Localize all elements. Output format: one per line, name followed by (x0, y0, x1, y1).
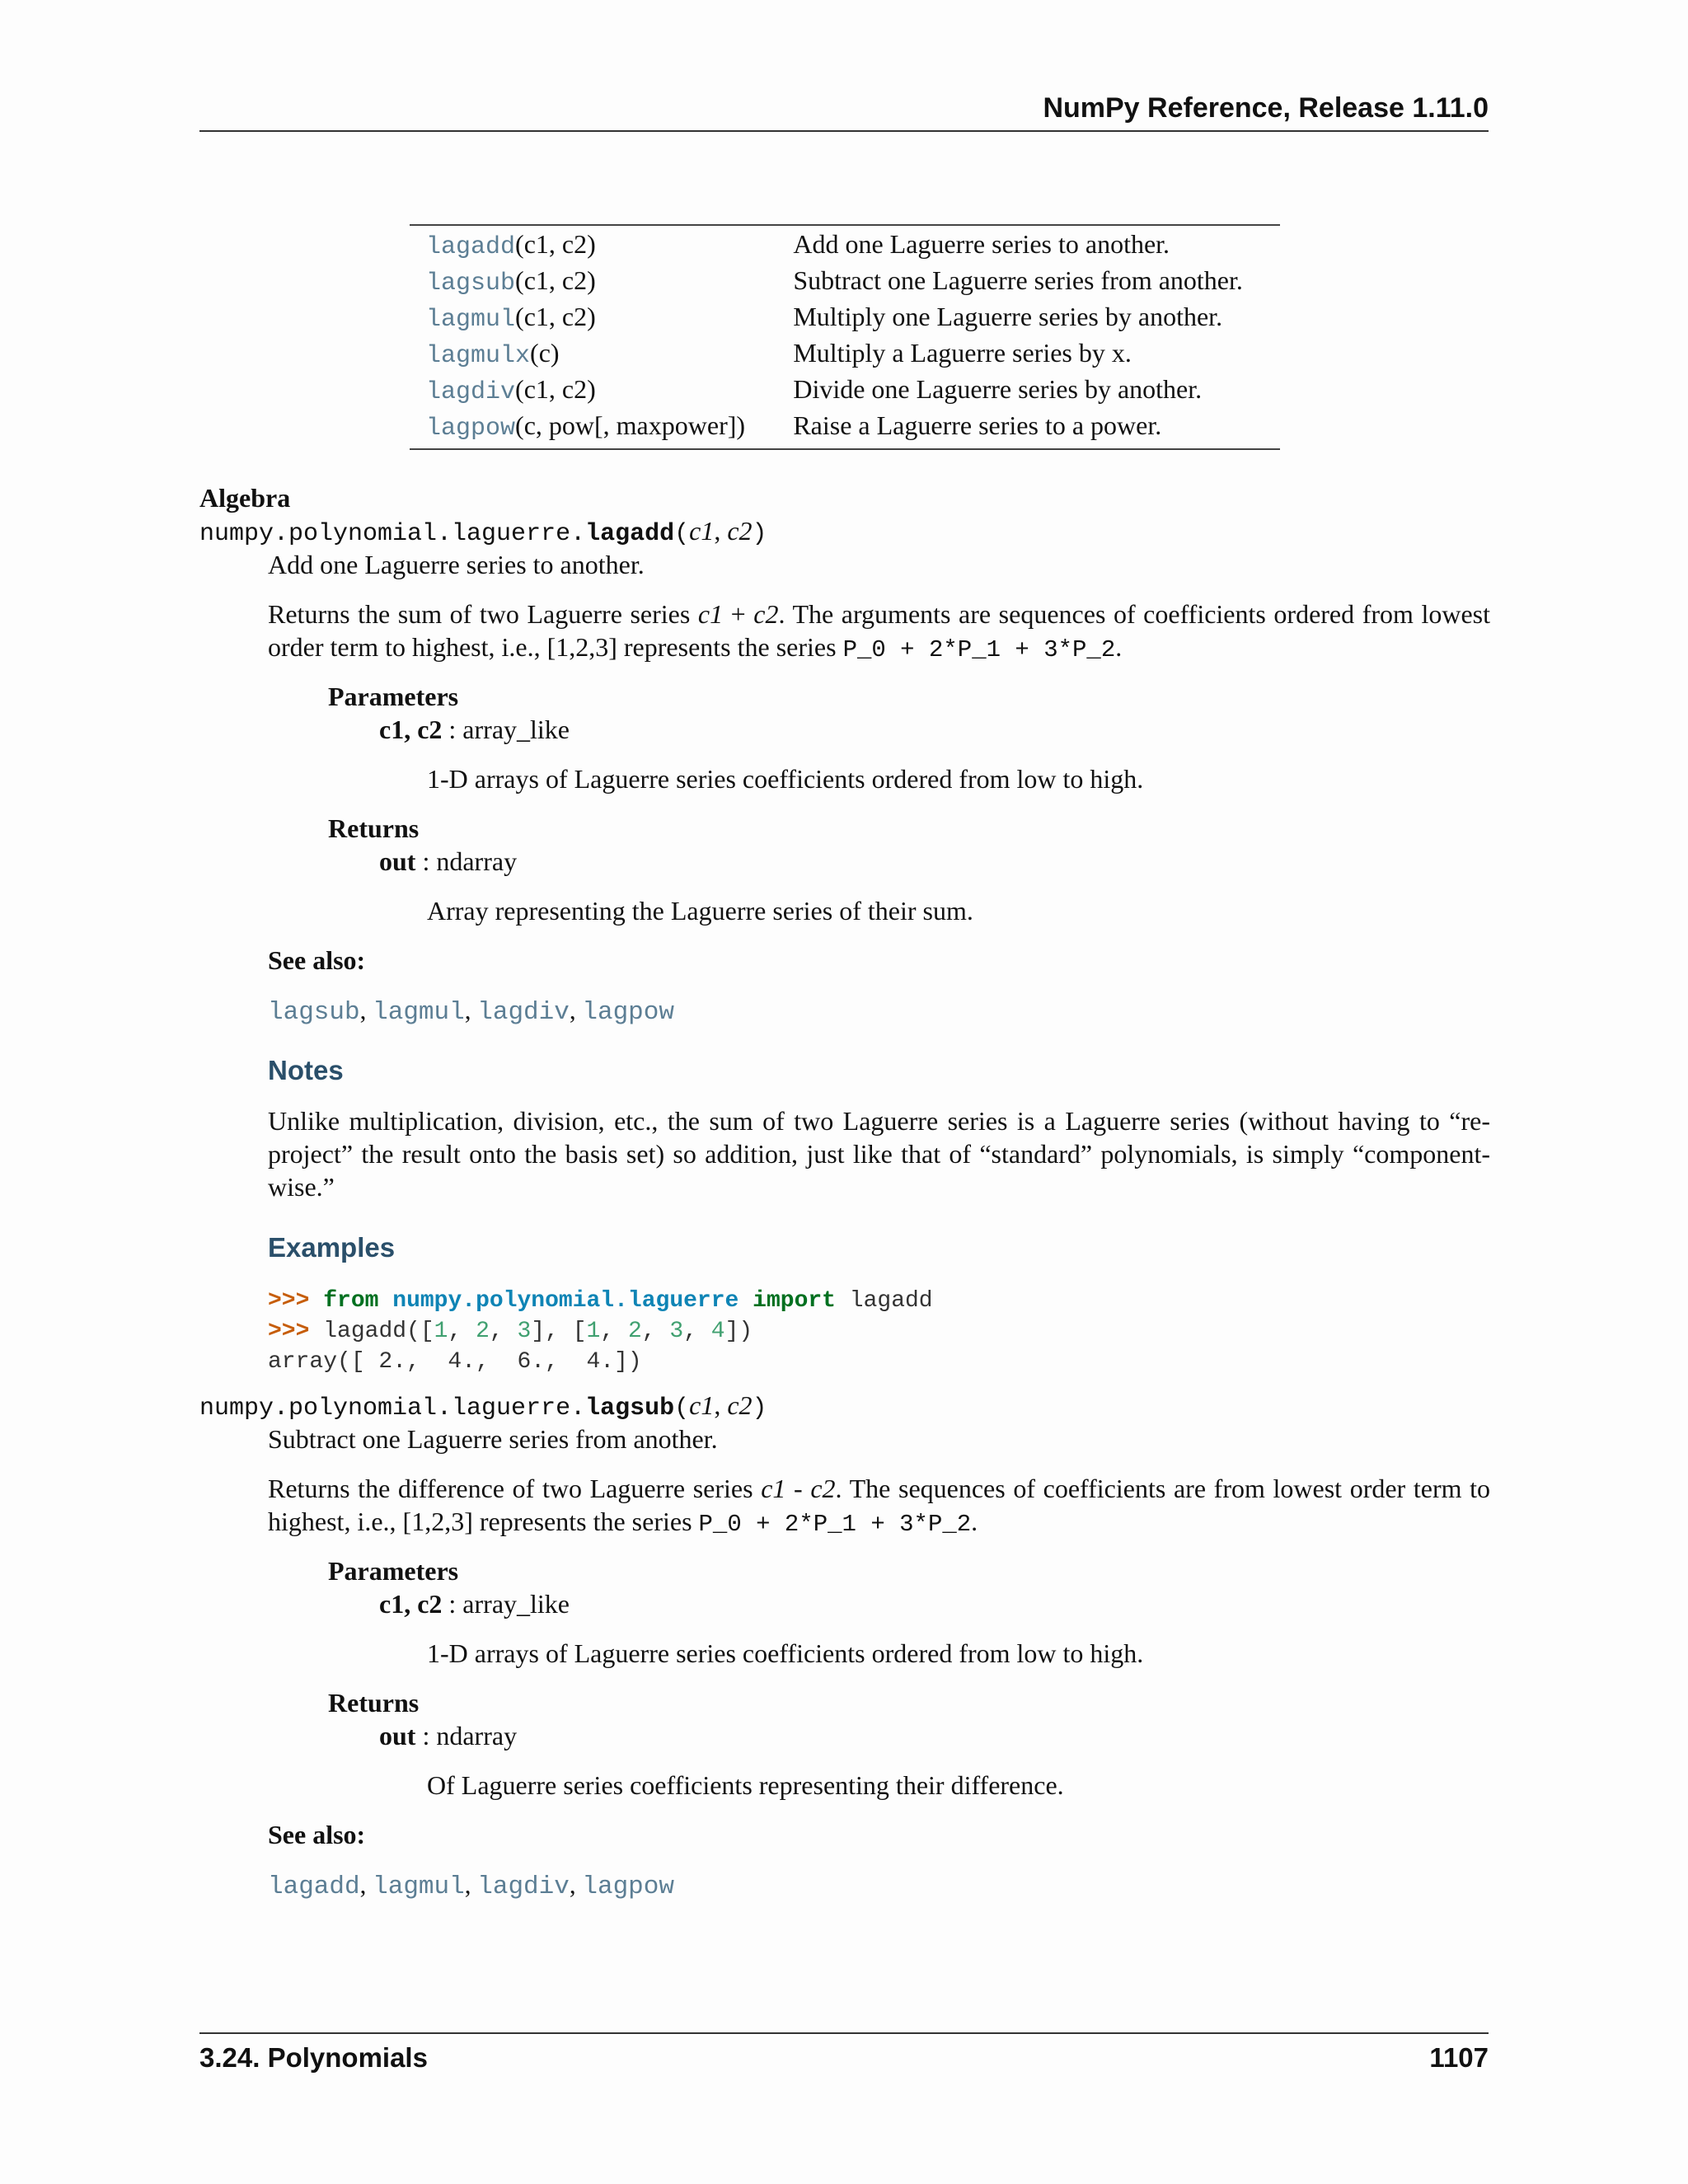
see-also-link[interactable]: lagdiv (477, 998, 570, 1027)
function-link[interactable]: lagmul (426, 306, 516, 334)
table-row: lagdiv(c1, c2) Divide one Laguerre series by another. (410, 373, 1280, 409)
table-row: lagsub(c1, c2) Subtract one Laguerre series from another. (410, 264, 1280, 300)
return-item: out : ndarray (379, 1721, 518, 1750)
function-link[interactable]: lagpow (426, 415, 516, 443)
function-description: Raise a Laguerre series to a power. (793, 410, 1162, 440)
code-line: >>> from numpy.polynomial.laguerre import lagadd (268, 1288, 933, 1314)
return-description: Array representing the Laguerre series of their sum. (427, 896, 973, 926)
code-line: >>> lagadd([1, 2, 3], [1, 2, 3, 4]) (268, 1319, 753, 1344)
table-row: lagadd(c1, c2) Add one Laguerre series to another. (410, 225, 1280, 264)
returns-label: Returns (328, 813, 420, 843)
page-footer (199, 2032, 1489, 2073)
notes-text: Unlike multiplication, division, etc., the sum of two Laguerre series is a Laguerre series (without having to “re-project” the result onto the basis set) so addition, just like that of “standard” polynomials, is simply “component-wise.” (268, 1106, 1490, 1202)
examples-heading: Examples (268, 1232, 396, 1263)
lagadd-summary: Add one Laguerre series to another. (268, 550, 645, 579)
parameter-item: c1, c2 : array_like (379, 715, 570, 744)
table-row: lagmulx(c) Multiply a Laguerre series by x. (410, 336, 1280, 373)
function-description: Add one Laguerre series to another. (793, 229, 1170, 259)
lagadd-description: Returns the sum of two Laguerre series c1 + c2. The arguments are sequences of coefficients ordered from lowest order term to highest, i.e., [1,2,3] represents the series P_0 + 2*P_1 + 3*P_2. (268, 599, 1491, 663)
returns-label: Returns (328, 1688, 420, 1718)
see-also-links: lagadd, lagmul, lagdiv, lagpow (268, 1870, 674, 1901)
return-description: Of Laguerre series coefficients representing their difference. (427, 1770, 1064, 1800)
parameters-label: Parameters (328, 1556, 459, 1586)
return-item: out : ndarray (379, 846, 518, 876)
function-link[interactable]: lagadd (426, 233, 516, 261)
parameter-description: 1-D arrays of Laguerre series coefficients ordered from low to high. (427, 1638, 1144, 1668)
see-also-label: See also: (268, 945, 366, 975)
function-name: lagadd (585, 520, 675, 548)
table-row: lagpow(c, pow[, maxpower]) Raise a Laguerre series to a power. (410, 409, 1280, 449)
function-name: lagsub (585, 1394, 675, 1422)
lagsub-signature: numpy.polynomial.laguerre.lagsub(c1, c2) (199, 1390, 767, 1422)
lagadd-signature: numpy.polynomial.laguerre.lagadd(c1, c2) (199, 516, 767, 548)
notes-heading: Notes (268, 1055, 344, 1085)
see-also-links: lagsub, lagmul, lagdiv, lagpow (268, 996, 674, 1027)
parameter-description: 1-D arrays of Laguerre series coefficients ordered from low to high. (427, 764, 1144, 794)
see-also-link[interactable]: lagadd (268, 1872, 360, 1901)
parameters-label: Parameters (328, 682, 459, 711)
table-row: lagmul(c1, c2) Multiply one Laguerre series by another. (410, 300, 1280, 336)
see-also-link[interactable]: lagmul (373, 998, 465, 1027)
parameter-item: c1, c2 : array_like (379, 1589, 570, 1619)
function-link[interactable]: lagdiv (426, 378, 516, 406)
footer-section: 3.24. Polynomials (199, 2042, 428, 2073)
see-also-link[interactable]: lagmul (373, 1872, 465, 1901)
lagsub-description: Returns the difference of two Laguerre series c1 - c2. The sequences of coefficients are from lowest order term to highest, i.e., [1,2,3] represents the series P_0 + 2*P_1 + 3*P_2. (268, 1474, 1491, 1538)
code-example (268, 1286, 933, 1377)
page-number: 1107 (1429, 2042, 1489, 2073)
see-also-link[interactable]: lagdiv (477, 1872, 570, 1901)
see-also-label: See also: (268, 1820, 366, 1849)
function-description: Multiply one Laguerre series by another. (793, 302, 1223, 331)
see-also-link[interactable]: lagpow (582, 998, 674, 1027)
function-link[interactable]: lagmulx (426, 342, 531, 370)
see-also-link[interactable]: lagsub (268, 998, 360, 1027)
section-title: Algebra (199, 483, 291, 513)
function-description: Divide one Laguerre series by another. (793, 374, 1203, 404)
code-output: array([ 2., 4., 6., 4.]) (268, 1349, 642, 1375)
function-description: Multiply a Laguerre series by x. (793, 338, 1132, 368)
function-description: Subtract one Laguerre series from another. (793, 265, 1243, 295)
page-header (199, 92, 1489, 132)
see-also-link[interactable]: lagpow (582, 1872, 674, 1901)
function-link[interactable]: lagsub (426, 269, 516, 298)
lagsub-summary: Subtract one Laguerre series from another. (268, 1424, 718, 1454)
function-summary-table (410, 224, 1280, 450)
header-title: NumPy Reference, Release 1.11.0 (1043, 92, 1489, 124)
